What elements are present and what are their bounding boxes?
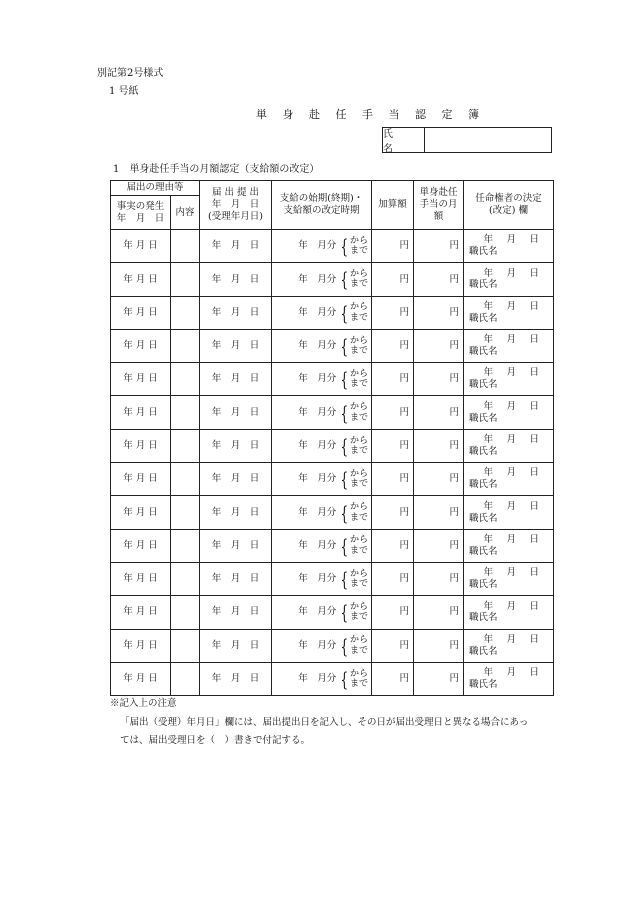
occurrence-date: 年 月 日 xyxy=(123,439,158,451)
yen-unit: 円 xyxy=(399,673,410,685)
yen-unit: 円 xyxy=(399,539,410,551)
decision-date: 年 月 日 xyxy=(483,434,542,446)
period-year-month: 年 月分 xyxy=(298,539,337,551)
from-label: から xyxy=(350,635,369,646)
monthly-amount-cell[interactable] xyxy=(414,263,464,296)
occurrence-date: 年 月 日 xyxy=(123,373,158,385)
submission-date-cell[interactable] xyxy=(200,463,272,496)
decision-title: 職氏名 xyxy=(469,479,498,491)
yen-unit: 円 xyxy=(449,240,460,252)
period-cell[interactable] xyxy=(272,263,372,296)
brace-icon: { xyxy=(340,600,349,625)
period-year-month: 年 月分 xyxy=(298,606,337,618)
decision-cell[interactable] xyxy=(464,463,554,496)
brace-icon: { xyxy=(340,234,349,259)
occurrence-date: 年 月 日 xyxy=(123,639,158,651)
yen-unit: 円 xyxy=(399,506,410,518)
occurrence-date-cell[interactable] xyxy=(111,396,171,429)
submission-date-cell[interactable] xyxy=(200,596,272,629)
header-decision xyxy=(464,181,554,230)
to-label: まで xyxy=(350,512,369,523)
brace-icon: { xyxy=(340,633,349,658)
occurrence-date: 年 月 日 xyxy=(123,506,158,518)
decision-cell[interactable] xyxy=(464,230,554,263)
content-cell[interactable] xyxy=(171,529,200,562)
table-row xyxy=(111,463,554,496)
period-year-month: 年 月分 xyxy=(298,506,337,518)
header-period xyxy=(272,181,372,230)
to-label: まで xyxy=(350,346,369,357)
name-label: 氏 名 xyxy=(383,128,425,152)
submission-date: 年 月 日 xyxy=(211,573,260,585)
sheet-number-label: 1 号紙 xyxy=(109,86,139,97)
monthly-amount-cell[interactable] xyxy=(414,629,464,662)
name-field[interactable] xyxy=(425,128,551,152)
period-year-month: 年 月分 xyxy=(298,340,337,352)
from-label: から xyxy=(350,602,369,613)
decision-date: 年 月 日 xyxy=(483,667,542,679)
period-cell[interactable] xyxy=(272,463,372,496)
table-row xyxy=(111,562,554,595)
submission-date: 年 月 日 xyxy=(211,373,260,385)
content-cell[interactable] xyxy=(171,496,200,529)
monthly-amount-cell[interactable] xyxy=(414,463,464,496)
from-label: から xyxy=(350,502,369,513)
table-row xyxy=(111,329,554,362)
period-cell[interactable] xyxy=(272,230,372,263)
period-year-month: 年 月分 xyxy=(298,473,337,485)
decision-cell[interactable] xyxy=(464,296,554,329)
brace-icon: { xyxy=(340,267,349,292)
to-label: まで xyxy=(350,246,369,257)
occurrence-date: 年 月 日 xyxy=(123,340,158,352)
yen-unit: 円 xyxy=(399,306,410,318)
occurrence-date: 年 月 日 xyxy=(123,273,158,285)
table-row xyxy=(111,662,554,695)
period-year-month: 年 月分 xyxy=(298,639,337,651)
period-cell[interactable] xyxy=(272,429,372,462)
submission-date: 年 月 日 xyxy=(211,273,260,285)
table-row xyxy=(111,363,554,396)
monthly-amount-cell[interactable] xyxy=(414,529,464,562)
content-cell[interactable] xyxy=(171,230,200,263)
decision-title: 職氏名 xyxy=(469,645,498,657)
yen-unit: 円 xyxy=(399,273,410,285)
table-row xyxy=(111,296,554,329)
to-label: まで xyxy=(350,579,369,590)
from-label: から xyxy=(350,402,369,413)
brace-icon: { xyxy=(340,500,349,525)
decision-title: 職氏名 xyxy=(469,579,498,591)
decision-cell[interactable] xyxy=(464,429,554,462)
brace-icon: { xyxy=(340,400,349,425)
header-monthly xyxy=(414,181,464,230)
table-row xyxy=(111,230,554,263)
decision-title: 職氏名 xyxy=(469,512,498,524)
addition-amount-cell[interactable] xyxy=(372,396,414,429)
occurrence-date-cell[interactable] xyxy=(111,329,171,362)
table-row xyxy=(111,529,554,562)
submission-date: 年 月 日 xyxy=(211,340,260,352)
to-label: まで xyxy=(350,412,369,423)
decision-date: 年 月 日 xyxy=(483,334,542,346)
submission-date: 年 月 日 xyxy=(211,306,260,318)
period-year-month: 年 月分 xyxy=(298,373,337,385)
monthly-amount-cell[interactable] xyxy=(414,662,464,695)
addition-amount-cell[interactable] xyxy=(372,596,414,629)
occurrence-date-cell[interactable] xyxy=(111,296,171,329)
yen-unit: 円 xyxy=(399,573,410,585)
occurrence-date: 年 月 日 xyxy=(123,573,158,585)
from-label: から xyxy=(350,535,369,546)
decision-cell[interactable] xyxy=(464,596,554,629)
decision-title: 職氏名 xyxy=(469,312,498,324)
form-number-label: 別記第2号様式 xyxy=(97,68,164,79)
occurrence-date-cell[interactable] xyxy=(111,662,171,695)
period-cell[interactable] xyxy=(272,396,372,429)
decision-cell[interactable] xyxy=(464,629,554,662)
decision-title: 職氏名 xyxy=(469,445,498,457)
content-cell[interactable] xyxy=(171,396,200,429)
occurrence-date: 年 月 日 xyxy=(123,473,158,485)
to-label: まで xyxy=(350,479,369,490)
decision-cell[interactable] xyxy=(464,396,554,429)
table-row xyxy=(111,596,554,629)
submission-date-cell[interactable] xyxy=(200,429,272,462)
table-row xyxy=(111,496,554,529)
content-cell[interactable] xyxy=(171,596,200,629)
period-cell[interactable] xyxy=(272,629,372,662)
yen-unit: 円 xyxy=(449,439,460,451)
monthly-amount-cell[interactable] xyxy=(414,363,464,396)
monthly-amount-cell[interactable] xyxy=(414,496,464,529)
addition-amount-cell[interactable] xyxy=(372,529,414,562)
to-label: まで xyxy=(350,379,369,390)
monthly-amount-cell[interactable] xyxy=(414,429,464,462)
content-cell[interactable] xyxy=(171,429,200,462)
to-label: まで xyxy=(350,612,369,623)
brace-icon: { xyxy=(340,334,349,359)
decision-cell[interactable] xyxy=(464,496,554,529)
occurrence-date-cell[interactable] xyxy=(111,363,171,396)
brace-icon: { xyxy=(340,367,349,392)
monthly-amount-cell[interactable] xyxy=(414,596,464,629)
header-monthly-text: 単身赴任 手当の月 額 xyxy=(419,187,458,222)
decision-date: 年 月 日 xyxy=(483,633,542,645)
yen-unit: 円 xyxy=(449,373,460,385)
content-cell[interactable] xyxy=(171,329,200,362)
monthly-amount-cell[interactable] xyxy=(414,562,464,595)
brace-icon: { xyxy=(340,467,349,492)
notes-line-2: ては、届出受理日を（ ）書きで付記する。 xyxy=(120,735,311,746)
decision-cell[interactable] xyxy=(464,363,554,396)
occurrence-date-cell[interactable] xyxy=(111,596,171,629)
submission-date-cell[interactable] xyxy=(200,230,272,263)
decision-cell[interactable] xyxy=(464,662,554,695)
header-submission xyxy=(200,181,272,230)
submission-date: 年 月 日 xyxy=(211,639,260,651)
period-year-month: 年 月分 xyxy=(298,573,337,585)
yen-unit: 円 xyxy=(449,273,460,285)
occurrence-date-cell[interactable] xyxy=(111,263,171,296)
addition-amount-cell[interactable] xyxy=(372,463,414,496)
yen-unit: 円 xyxy=(449,673,460,685)
yen-unit: 円 xyxy=(449,340,460,352)
section-heading: 1 単身赴任手当の月額認定（支給額の改定） xyxy=(113,164,320,175)
period-year-month: 年 月分 xyxy=(298,406,337,418)
decision-title: 職氏名 xyxy=(469,279,498,291)
from-label: から xyxy=(350,302,369,313)
occurrence-date: 年 月 日 xyxy=(123,240,158,252)
table-row xyxy=(111,263,554,296)
period-year-month: 年 月分 xyxy=(298,306,337,318)
yen-unit: 円 xyxy=(449,573,460,585)
decision-cell[interactable] xyxy=(464,329,554,362)
decision-date: 年 月 日 xyxy=(483,567,542,579)
addition-amount-cell[interactable] xyxy=(372,263,414,296)
content-cell[interactable] xyxy=(171,463,200,496)
occurrence-date-cell[interactable] xyxy=(111,463,171,496)
submission-date: 年 月 日 xyxy=(211,240,260,252)
table-row xyxy=(111,629,554,662)
submission-date: 年 月 日 xyxy=(211,439,260,451)
yen-unit: 円 xyxy=(449,406,460,418)
decision-title: 職氏名 xyxy=(469,612,498,624)
period-cell[interactable] xyxy=(272,296,372,329)
occurrence-date: 年 月 日 xyxy=(123,606,158,618)
from-label: から xyxy=(350,235,369,246)
header-submission-text: 届 出 提 出 年 月 日 (受理年月日) xyxy=(208,187,263,222)
decision-date: 年 月 日 xyxy=(483,500,542,512)
decision-date: 年 月 日 xyxy=(483,367,542,379)
header-occurrence xyxy=(111,196,171,230)
decision-cell[interactable] xyxy=(464,562,554,595)
decision-title: 職氏名 xyxy=(469,379,498,391)
yen-unit: 円 xyxy=(399,406,410,418)
submission-date-cell[interactable] xyxy=(200,629,272,662)
from-label: から xyxy=(350,269,369,280)
decision-date: 年 月 日 xyxy=(483,234,542,246)
from-label: から xyxy=(350,568,369,579)
decision-date: 年 月 日 xyxy=(483,533,542,545)
period-year-month: 年 月分 xyxy=(298,240,337,252)
period-cell[interactable] xyxy=(272,329,372,362)
decision-title: 職氏名 xyxy=(469,246,498,258)
decision-date: 年 月 日 xyxy=(483,300,542,312)
decision-title: 職氏名 xyxy=(469,679,498,690)
header-occurrence-text: 事実の発生 年 月 日 xyxy=(116,200,165,224)
to-label: まで xyxy=(350,279,369,290)
to-label: まで xyxy=(350,679,369,689)
submission-date: 年 月 日 xyxy=(211,406,260,418)
yen-unit: 円 xyxy=(399,473,410,485)
addition-amount-cell[interactable] xyxy=(372,496,414,529)
brace-icon: { xyxy=(340,300,349,325)
period-cell[interactable] xyxy=(272,496,372,529)
yen-unit: 円 xyxy=(399,240,410,252)
brace-icon: { xyxy=(340,533,349,558)
monthly-amount-cell[interactable] xyxy=(414,230,464,263)
addition-amount-cell[interactable] xyxy=(372,562,414,595)
content-cell[interactable] xyxy=(171,363,200,396)
addition-amount-cell[interactable] xyxy=(372,230,414,263)
addition-amount-cell[interactable] xyxy=(372,662,414,695)
submission-date-cell[interactable] xyxy=(200,496,272,529)
occurrence-date: 年 月 日 xyxy=(123,539,158,551)
header-decision-text: 任命権者の決定 (改定) 欄 xyxy=(475,193,542,216)
submission-date: 年 月 日 xyxy=(211,473,260,485)
decision-title: 職氏名 xyxy=(469,346,498,358)
period-cell[interactable] xyxy=(272,363,372,396)
occurrence-date-cell[interactable] xyxy=(111,629,171,662)
occurrence-date: 年 月 日 xyxy=(123,306,158,318)
decision-date: 年 月 日 xyxy=(483,400,542,412)
decision-title: 職氏名 xyxy=(469,412,498,424)
period-cell[interactable] xyxy=(272,662,372,695)
period-year-month: 年 月分 xyxy=(298,439,337,451)
addition-amount-cell[interactable] xyxy=(372,363,414,396)
decision-cell[interactable] xyxy=(464,263,554,296)
period-year-month: 年 月分 xyxy=(298,273,337,285)
header-addition: 加算額 xyxy=(372,181,414,230)
submission-date-cell[interactable] xyxy=(200,396,272,429)
period-cell[interactable] xyxy=(272,529,372,562)
monthly-amount-cell[interactable] xyxy=(414,329,464,362)
content-cell[interactable] xyxy=(171,296,200,329)
occurrence-date-cell[interactable] xyxy=(111,529,171,562)
submission-date: 年 月 日 xyxy=(211,673,260,685)
from-label: から xyxy=(350,668,369,679)
submission-date-cell[interactable] xyxy=(200,529,272,562)
yen-unit: 円 xyxy=(399,340,410,352)
from-label: から xyxy=(350,335,369,346)
page-title: 単 身 赴 任 手 当 認 定 簿 xyxy=(256,108,485,121)
header-period-text: 支給の始期(終期)・ 支給額の改定時期 xyxy=(279,193,364,216)
yen-unit: 円 xyxy=(449,639,460,651)
yen-unit: 円 xyxy=(399,606,410,618)
submission-date-cell[interactable] xyxy=(200,329,272,362)
period-cell[interactable] xyxy=(272,562,372,595)
brace-icon: { xyxy=(340,433,349,458)
submission-date: 年 月 日 xyxy=(211,606,260,618)
yen-unit: 円 xyxy=(399,373,410,385)
occurrence-date-cell[interactable] xyxy=(111,562,171,595)
decision-date: 年 月 日 xyxy=(483,600,542,612)
yen-unit: 円 xyxy=(449,306,460,318)
allowance-table xyxy=(110,180,554,696)
occurrence-date-cell[interactable] xyxy=(111,496,171,529)
addition-amount-cell[interactable] xyxy=(372,296,414,329)
addition-amount-cell[interactable] xyxy=(372,629,414,662)
content-cell[interactable] xyxy=(171,629,200,662)
table-row xyxy=(111,396,554,429)
addition-amount-cell[interactable] xyxy=(372,429,414,462)
period-cell[interactable] xyxy=(272,596,372,629)
yen-unit: 円 xyxy=(399,639,410,651)
to-label: まで xyxy=(350,312,369,323)
content-cell[interactable] xyxy=(171,662,200,695)
name-box xyxy=(382,127,552,153)
yen-unit: 円 xyxy=(449,473,460,485)
submission-date: 年 月 日 xyxy=(211,506,260,518)
yen-unit: 円 xyxy=(449,506,460,518)
notes-title: ※記入上の注意 xyxy=(110,698,177,709)
brace-icon: { xyxy=(340,667,349,691)
content-cell[interactable] xyxy=(171,263,200,296)
addition-amount-cell[interactable] xyxy=(372,329,414,362)
submission-date-cell[interactable] xyxy=(200,562,272,595)
decision-cell[interactable] xyxy=(464,529,554,562)
header-content: 内容 xyxy=(171,196,200,230)
from-label: から xyxy=(350,435,369,446)
monthly-amount-cell[interactable] xyxy=(414,296,464,329)
table-row xyxy=(111,429,554,462)
yen-unit: 円 xyxy=(449,539,460,551)
from-label: から xyxy=(350,368,369,379)
occurrence-date: 年 月 日 xyxy=(123,406,158,418)
occurrence-date-cell[interactable] xyxy=(111,230,171,263)
submission-date: 年 月 日 xyxy=(211,539,260,551)
to-label: まで xyxy=(350,445,369,456)
content-cell[interactable] xyxy=(171,562,200,595)
submission-date-cell[interactable] xyxy=(200,296,272,329)
decision-date: 年 月 日 xyxy=(483,267,542,279)
submission-date-cell[interactable] xyxy=(200,263,272,296)
decision-date: 年 月 日 xyxy=(483,467,542,479)
period-year-month: 年 月分 xyxy=(298,673,337,685)
occurrence-date: 年 月 日 xyxy=(123,673,158,685)
from-label: から xyxy=(350,468,369,479)
submission-date-cell[interactable] xyxy=(200,363,272,396)
yen-unit: 円 xyxy=(399,439,410,451)
submission-date-cell[interactable] xyxy=(200,662,272,695)
header-reason-group: 届出の理由等 xyxy=(111,181,200,196)
occurrence-date-cell[interactable] xyxy=(111,429,171,462)
decision-title: 職氏名 xyxy=(469,545,498,557)
monthly-amount-cell[interactable] xyxy=(414,396,464,429)
notes-line-1: 「届出（受理）年月日」欄には、届出提出日を記入し、その日が届出受理日と異なる場合にあっ xyxy=(120,717,529,728)
yen-unit: 円 xyxy=(449,606,460,618)
to-label: まで xyxy=(350,545,369,556)
brace-icon: { xyxy=(340,567,349,592)
to-label: まで xyxy=(350,645,369,656)
